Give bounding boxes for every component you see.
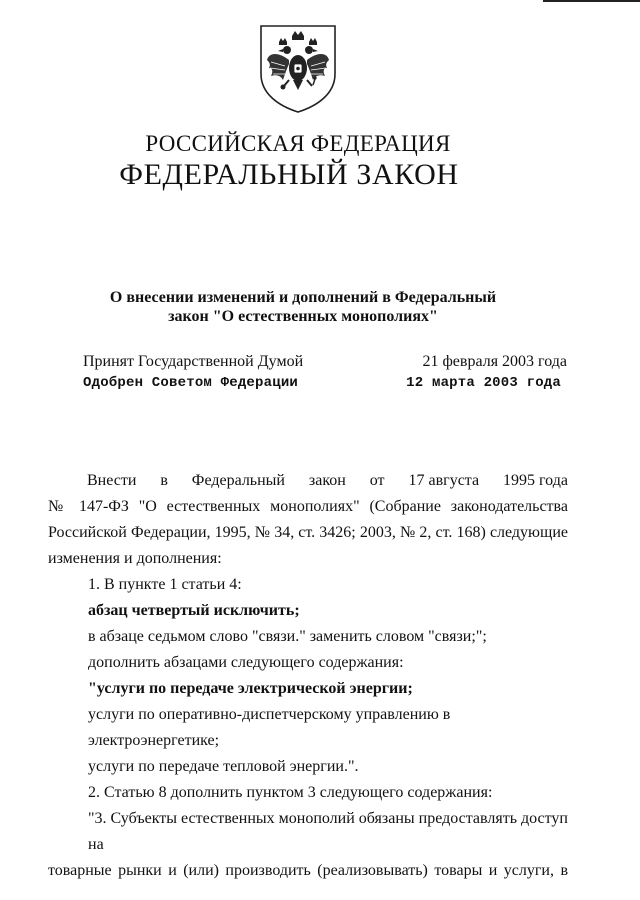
item-1-clause-c: дополнить абзацами следующего содержания:	[88, 654, 404, 671]
intro-line-4: изменения и дополнения:	[48, 550, 222, 567]
intro-word: Внести	[87, 472, 137, 489]
law-subject-heading	[0, 288, 623, 326]
adoption-council-row	[83, 375, 567, 391]
item-2-line-2: товарные рынки и (или) производить (реализовывать) товары и услуги, в	[48, 862, 568, 879]
document-type-title: ФЕДЕРАЛЬНЫЙ ЗАКОН	[119, 158, 459, 191]
law-body-text	[48, 468, 568, 884]
adoption-council-label: Одобрен Советом Федерации	[83, 375, 299, 391]
item-1-clause-f: услуги по передаче тепловой энергии.".	[88, 758, 359, 775]
item-2-line-1: "3. Субъекты естественных монополий обязаны предоставлять доступ на	[88, 810, 568, 853]
corner-scan-mark	[543, 0, 640, 2]
intro-word: закон	[308, 472, 346, 489]
item-2-heading: 2. Статью 8 дополнить пунктом 3 следующего содержания:	[88, 784, 493, 801]
intro-paragraph	[48, 468, 568, 572]
adoption-duma-label: Принят Государственной Думой	[83, 353, 304, 370]
double-headed-eagle-emblem-icon	[257, 22, 339, 114]
item-1-heading: 1. В пункте 1 статьи 4:	[88, 576, 242, 593]
country-title: РОССИЙСКАЯ ФЕДЕРАЦИЯ	[145, 131, 451, 156]
law-subject-line-1: О внесении изменений и дополнений в Федеральный	[109, 289, 497, 306]
intro-word: 17 августа	[408, 472, 480, 489]
law-subject-line-2: закон "О естественных монополиях"	[168, 308, 438, 325]
adoption-council-date: 12 марта 2003 года	[406, 375, 561, 391]
item-1-clause-e: услуги по оперативно-диспетчерскому управлению в электроэнергетике;	[88, 706, 451, 749]
intro-word: в	[160, 472, 168, 489]
item-1-clause-a: абзац четвертый исключить;	[88, 602, 300, 619]
intro-line-3: Российской Федерации, 1995, № 34, ст. 3426; 2003, № 2, ст. 168) следующие	[48, 524, 568, 541]
intro-line-2: № 147-ФЗ "О естественных монополиях" (Собрание законодательства	[48, 498, 568, 515]
intro-line-1	[48, 468, 568, 494]
adoption-duma-date: 21 февраля 2003 года	[422, 353, 567, 370]
item-1-clause-b: в абзаце седьмом слово "связи." заменить словом "связи;";	[88, 628, 487, 645]
intro-word: 1995 года	[503, 472, 568, 489]
intro-word: от	[369, 472, 385, 489]
intro-word: Федеральный	[191, 472, 285, 489]
item-1-clause-d: "услуги по передаче электрической энергии;	[88, 680, 413, 697]
adoption-duma-row	[83, 353, 567, 371]
